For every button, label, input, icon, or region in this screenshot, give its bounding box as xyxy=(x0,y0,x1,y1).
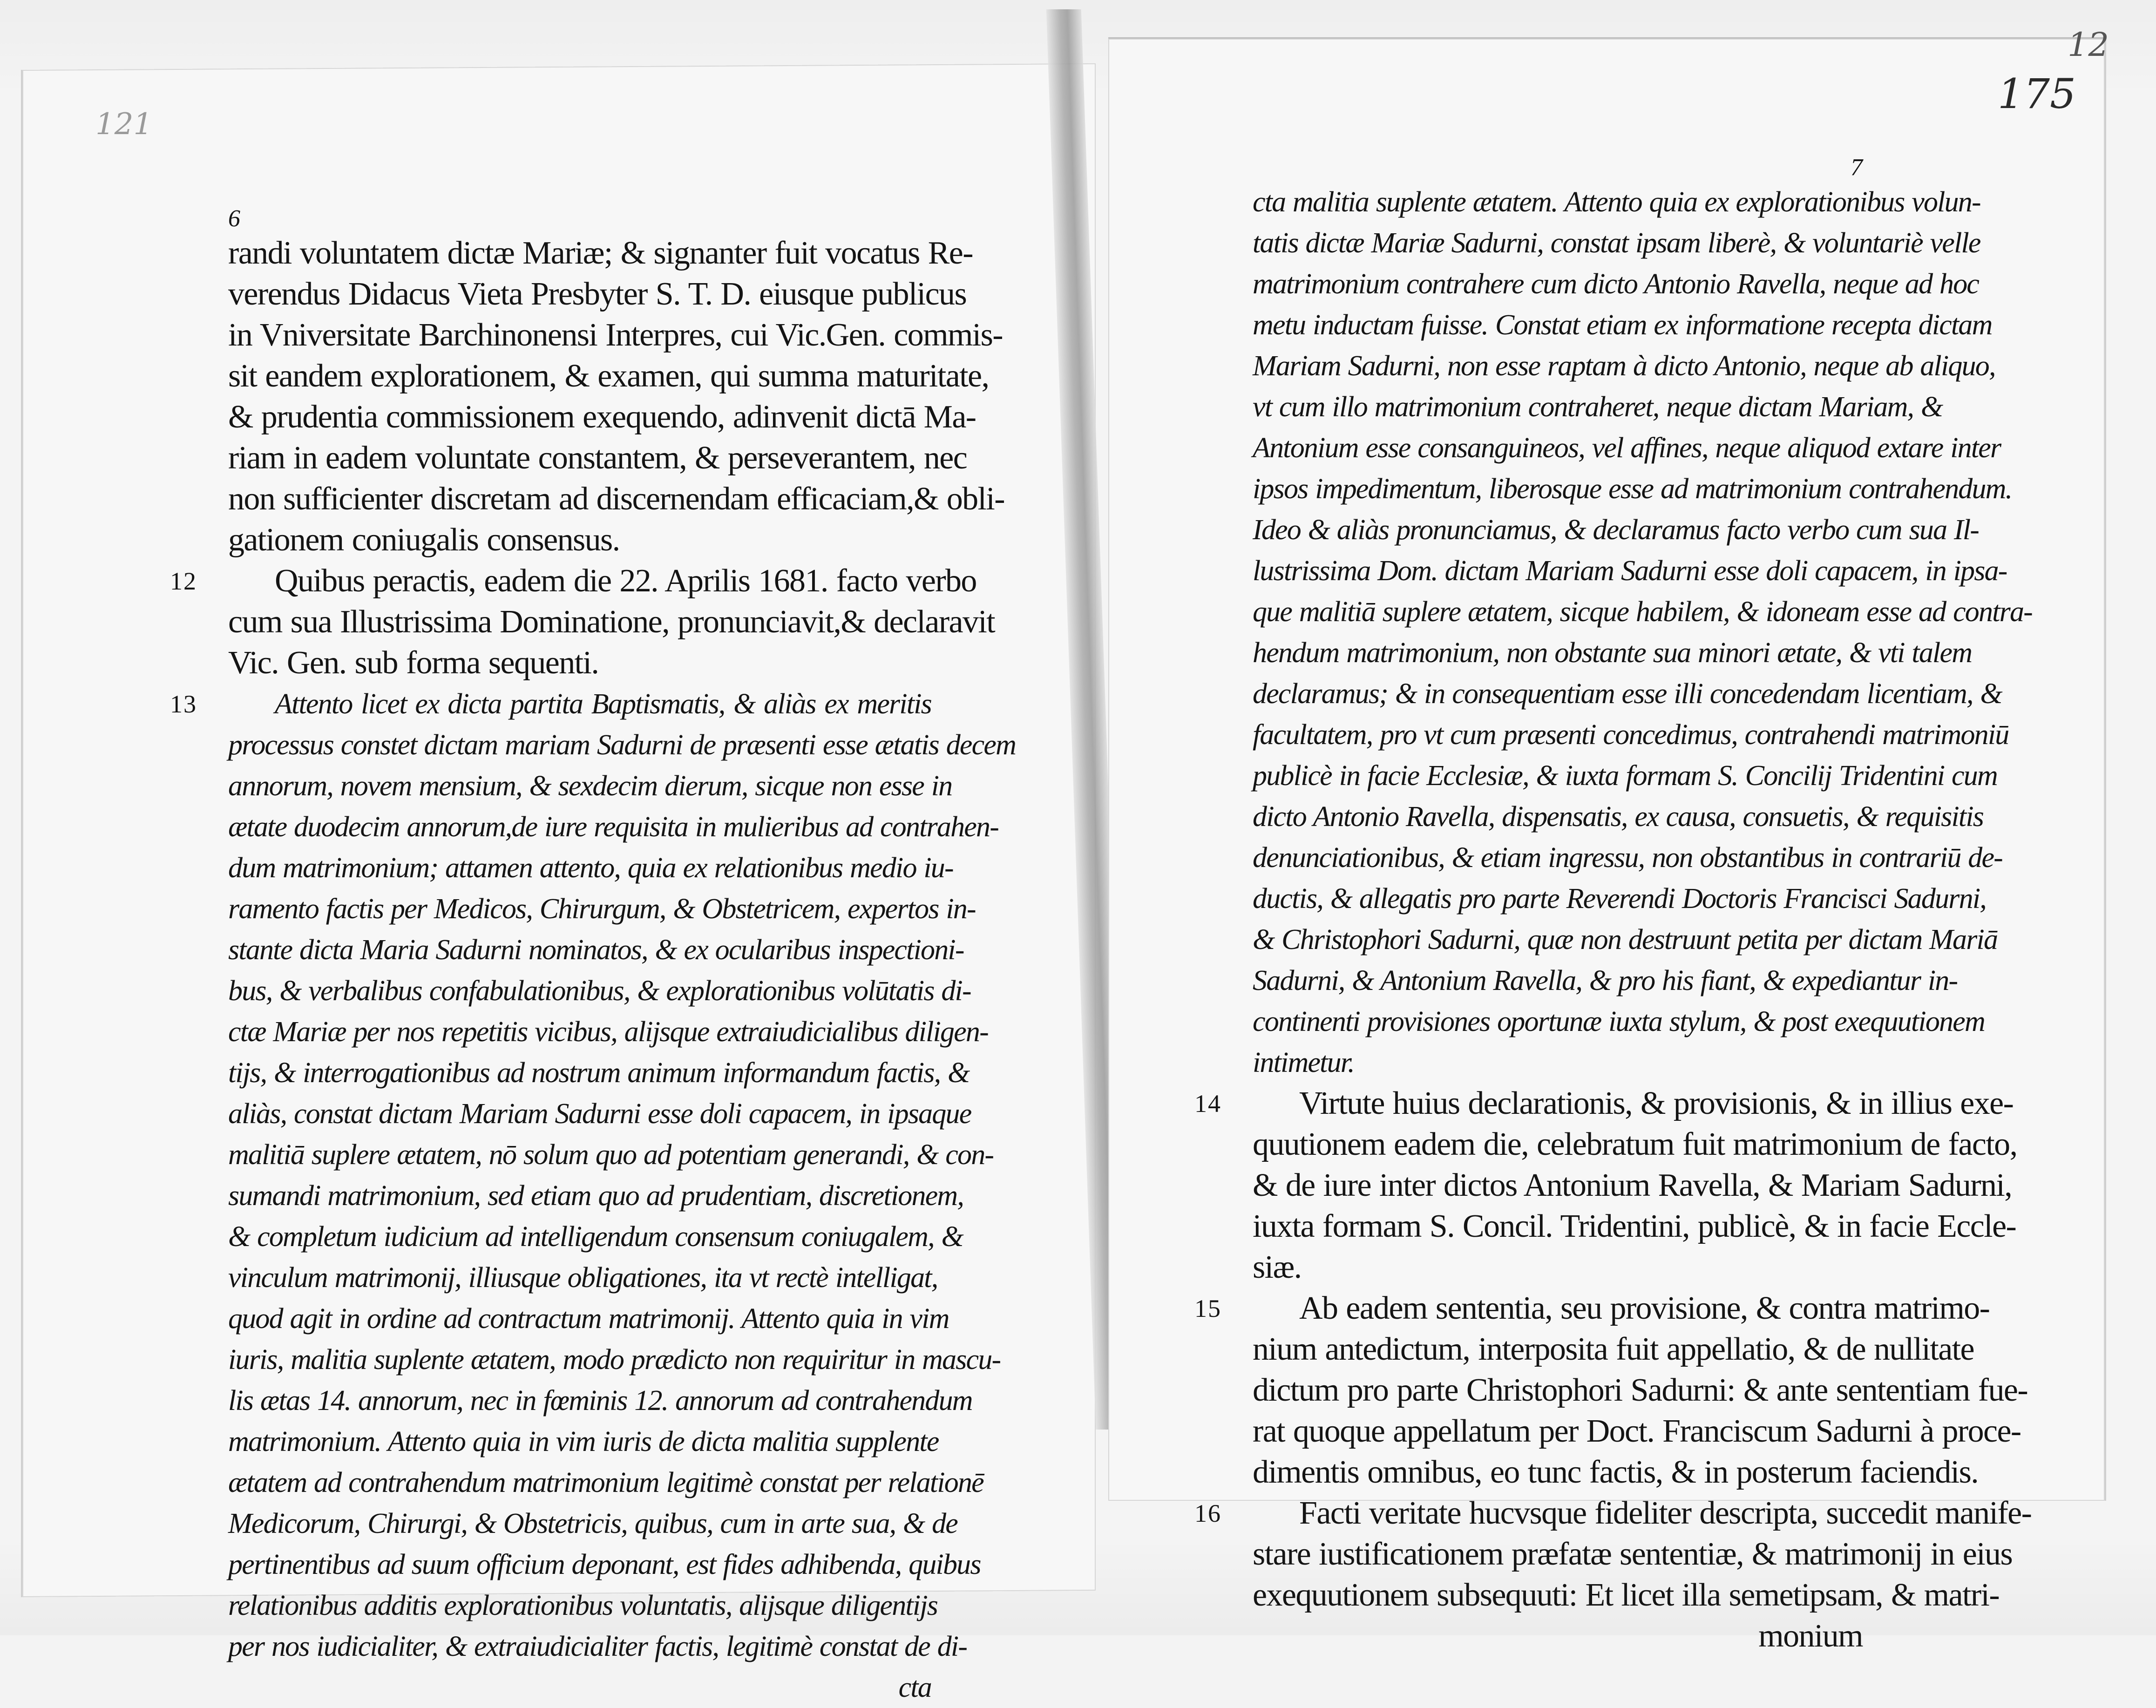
text-line xyxy=(228,397,976,438)
text-line-content: siæ. xyxy=(1253,1249,1302,1285)
text-line-content: tijs, & interrogationibus ad nostrum animum informandum factis, & xyxy=(228,1057,970,1089)
text-line xyxy=(1253,1001,1985,1042)
right-page-number: 7 xyxy=(1851,154,1863,181)
text-line-content: publicè in facie Ecclesiæ, & iuxta formam S. Concilij Tridentini cum xyxy=(1253,760,1997,792)
text-line-content: Mariam Sadurni, non esse raptam à dicto Antonio, neque ab aliquo, xyxy=(1253,350,1995,382)
paragraph xyxy=(170,684,1016,1667)
text-line xyxy=(228,1298,949,1339)
paragraph xyxy=(1253,182,2033,1083)
text-line-content: nium antedictum, interposita fuit appellatio, & de nullitate xyxy=(1253,1331,1974,1367)
text-line-content: & prudentia commissionem exequendo, adinvenit dictā Ma- xyxy=(228,399,976,435)
text-line xyxy=(1253,468,2012,509)
text-line-content: cta malitia suplente ætatem. Attento quia ex explorationibus volun- xyxy=(1253,186,1980,218)
text-line-content: Vic. Gen. sub forma sequenti. xyxy=(228,645,599,681)
text-line xyxy=(1253,1329,1974,1370)
paragraph-number: 13 xyxy=(170,690,197,718)
text-line-content: ramento factis per Medicos, Chirurgum, & Obstetricem, expertos in- xyxy=(228,893,976,925)
paragraph xyxy=(1194,1288,2028,1493)
text-line xyxy=(1253,1575,2000,1616)
text-line xyxy=(1194,1493,2032,1534)
text-line xyxy=(1253,305,1992,346)
text-line xyxy=(228,725,1016,766)
text-line-content: vt cum illo matrimonium contraheret, neque dictam Mariam, & xyxy=(1253,391,1943,423)
text-line-content: continenti provisiones oportunæ iuxta stylum, & post exequutionem xyxy=(1253,1006,1985,1037)
text-line-content: Ideo & aliàs pronunciamus, & declaramus facto verbo cum sua Il- xyxy=(1253,514,1979,546)
text-line xyxy=(228,356,989,397)
text-line-content: Ab eadem sententia, seu provisione, & contra matrimo- xyxy=(1299,1290,1990,1326)
text-line xyxy=(1253,796,1984,837)
text-line xyxy=(1253,837,2003,878)
folio-number: 175 xyxy=(1998,70,2076,118)
text-line xyxy=(1253,427,2001,468)
right-text-block xyxy=(1194,154,2033,1657)
paragraph-number: 14 xyxy=(1194,1090,1221,1118)
text-line-content: bus, & verbalibus confabulationibus, & explorationibus volūtatis di- xyxy=(228,975,971,1007)
text-line xyxy=(170,561,976,602)
text-line-content: ipsos impedimentum, liberosque esse ad matrimonium contrahendum. xyxy=(1253,473,2012,505)
text-line xyxy=(1253,1124,2017,1165)
text-line xyxy=(1253,1042,1863,1083)
left-page-body xyxy=(170,233,1016,1708)
text-line-content: vinculum matrimonij, illiusque obligationes, ita vt rectè intelligat, xyxy=(228,1262,938,1294)
text-line-content: dimentis omnibus, eo tunc factis, & in posterum faciendis. xyxy=(1253,1454,1979,1490)
text-line xyxy=(1253,509,1979,550)
text-line-content: quutionem eadem die, celebratum fuit matrimonium de facto, xyxy=(1253,1126,2017,1162)
text-line-content: ætatem ad contrahendum matrimonium legitimè constat per relationē xyxy=(228,1467,983,1498)
text-line xyxy=(228,1134,994,1175)
text-line-content: dum matrimonium; attamen attento, quia ex relationibus medio iu- xyxy=(228,852,953,884)
text-line-content: pertinentibus ad suum officium deponant, est fides adhibenda, quibus xyxy=(228,1549,981,1580)
text-line-content: verendus Didacus Vieta Presbyter S. T. D. eiusque publicus xyxy=(228,276,967,312)
text-line xyxy=(1253,1411,2021,1452)
text-line-content: randi voluntatem dictæ Mariæ; & signanter fuit vocatus Re- xyxy=(228,235,973,271)
text-line-content: ætate duodecim annorum,de iure requisita in mulieribus ad contrahen- xyxy=(228,811,999,843)
right-corner-mark: 12 xyxy=(2068,26,2109,64)
text-line xyxy=(228,1216,963,1257)
catchword: monium xyxy=(1758,1618,1863,1654)
paragraph xyxy=(1194,1493,2032,1616)
left-text-block xyxy=(170,205,1016,1708)
text-line xyxy=(228,1011,988,1052)
text-line xyxy=(228,1503,958,1544)
text-line xyxy=(228,643,931,684)
text-line xyxy=(228,1257,938,1298)
paragraph-number: 15 xyxy=(1194,1295,1221,1322)
text-line-content: Antonium esse consanguineos, vel affines, neque aliquod extare inter xyxy=(1253,432,2001,464)
text-line xyxy=(228,520,931,561)
text-line-content: non sufficienter discretam ad discernendam efficaciam,& obli- xyxy=(228,481,1004,517)
text-line-content: Facti veritate hucvsque fideliter descripta, succedit manife- xyxy=(1299,1495,2032,1531)
text-line xyxy=(1253,632,1972,673)
text-line-content: matrimonium contrahere cum dicto Antonio Ravella, neque ad hoc xyxy=(1253,268,1979,300)
right-page-body xyxy=(1194,182,2033,1657)
text-line xyxy=(1253,1247,1863,1288)
text-line-content: quod agit in ordine ad contractum matrimonij. Attento quia in vim xyxy=(228,1303,949,1335)
text-line xyxy=(228,479,1004,520)
text-line xyxy=(228,1544,981,1585)
text-line-content: hendum matrimonium, non obstante sua minori ætate, & vti talem xyxy=(1253,637,1972,669)
text-line-content: & Christophori Sadurni, quæ non destruunt petita per dictam Mariā xyxy=(1253,924,1998,956)
text-line-content: ctæ Mariæ per nos repetitis vicibus, alijsque extraiudicialibus diligen- xyxy=(228,1016,988,1048)
text-line-content: & de iure inter dictos Antonium Ravella, & Mariam Sadurni, xyxy=(1253,1167,2012,1203)
text-line xyxy=(228,233,973,274)
text-line xyxy=(228,1175,964,1216)
text-line xyxy=(1253,1452,1979,1493)
left-corner-mark: 121 xyxy=(95,107,153,142)
text-line xyxy=(228,438,967,479)
text-line xyxy=(1253,550,2007,591)
text-line xyxy=(228,929,964,970)
text-line xyxy=(170,684,931,725)
text-line xyxy=(228,1052,970,1093)
text-line xyxy=(1253,878,1986,919)
text-line xyxy=(1253,346,1995,386)
text-line-content: matrimonium. Attento quia in vim iuris de dicta malitia supplente xyxy=(228,1426,939,1457)
text-line xyxy=(228,602,995,643)
text-line-content: rat quoque appellatum per Doct. Franciscum Sadurni à proce- xyxy=(1253,1413,2021,1449)
text-line-content: intimetur. xyxy=(1253,1047,1354,1078)
text-line-content: Attento licet ex dicta partita Baptismatis, & aliàs ex meritis xyxy=(275,688,931,720)
catchword: cta xyxy=(898,1672,931,1703)
paragraph-number: 16 xyxy=(1194,1499,1221,1527)
text-line xyxy=(1253,591,2033,632)
text-line xyxy=(1253,919,1998,960)
text-line-content: dicto Antonio Ravella, dispensatis, ex causa, consuetis, & requisitis xyxy=(1253,801,1984,833)
text-line-content: lis ætas 14. annorum, nec in fœminis 12. annorum ad contrahendum xyxy=(228,1385,972,1417)
text-line xyxy=(228,1585,938,1626)
text-line-content: stante dicta Maria Sadurni nominatos, & ex ocularibus inspectioni- xyxy=(228,934,964,966)
text-line xyxy=(1253,1534,2013,1575)
text-line-content: dictum pro parte Christophori Sadurni: & ante sententiam fue- xyxy=(1253,1372,2028,1408)
text-line xyxy=(228,847,953,888)
text-line-content: sit eandem explorationem, & examen, qui summa maturitate, xyxy=(228,358,989,394)
text-line-content: tatis dictæ Mariæ Sadurni, constat ipsam liberè, & voluntariè velle xyxy=(1253,227,1980,259)
text-line-content: iuxta formam S. Concil. Tridentini, publicè, & in facie Eccle- xyxy=(1253,1208,2016,1244)
text-line xyxy=(1253,386,1943,427)
paragraph xyxy=(1194,1083,2017,1288)
text-line xyxy=(1253,714,2009,755)
paragraph xyxy=(228,233,1004,561)
text-line-content: processus constet dictam mariam Sadurni de præsenti esse ætatis decem xyxy=(228,729,1016,761)
text-line-content: que malitiā suplere ætatem, sicque habilem, & idoneam esse ad contra- xyxy=(1253,596,2033,628)
text-line xyxy=(1253,182,1980,223)
text-line xyxy=(1253,1206,2016,1247)
text-line xyxy=(228,1339,1001,1380)
text-line-content: iuris, malitia suplente ætatem, modo prædicto non requiritur in mascu- xyxy=(228,1344,1001,1376)
text-line xyxy=(1253,1165,2012,1206)
text-line xyxy=(228,274,967,315)
text-line-content: malitiā suplere ætatem, nō solum quo ad potentiam generandi, & con- xyxy=(228,1139,994,1171)
text-line xyxy=(1253,1370,2028,1411)
text-line-content: declaramus; & in consequentiam esse illi concedendam licentiam, & xyxy=(1253,678,2002,710)
text-line-content: relationibus additis explorationibus voluntatis, alijsque diligentijs xyxy=(228,1590,938,1621)
text-line-content: sumandi matrimonium, sed etiam quo ad prudentiam, discretionem, xyxy=(228,1180,964,1212)
text-line xyxy=(228,1093,971,1134)
text-line-content: in Vniversitate Barchinonensi Interpres, cui Vic.Gen. commis- xyxy=(228,317,1003,353)
text-line-content: per nos iudicialiter, & extraiudicialiter factis, legitimè constat de di- xyxy=(228,1631,967,1662)
text-line xyxy=(228,315,1003,356)
text-line-content: metu inductam fuisse. Constat etiam ex informatione recepta dictam xyxy=(1253,309,1992,341)
text-line-content: Medicorum, Chirurgi, & Obstetricis, quibus, cum in arte sua, & de xyxy=(228,1508,958,1539)
text-line-content: ductis, & allegatis pro parte Reverendi Doctoris Francisci Sadurni, xyxy=(1253,883,1986,915)
text-line xyxy=(1253,960,1958,1001)
text-line xyxy=(228,1380,972,1421)
text-line xyxy=(228,1626,967,1667)
text-line xyxy=(1194,1083,2014,1124)
text-line-content: lustrissima Dom. dictam Mariam Sadurni esse doli capacem, in ipsa- xyxy=(1253,555,2007,587)
text-line xyxy=(1253,673,2002,714)
left-page-number: 6 xyxy=(228,205,240,232)
text-line xyxy=(228,888,976,929)
text-line-content: Quibus peractis, eadem die 22. Aprilis 1681. facto verbo xyxy=(275,563,976,599)
text-line-content: denunciationibus, & etiam ingressu, non obstantibus in contrariū de- xyxy=(1253,842,2003,874)
text-line xyxy=(228,807,999,847)
text-line xyxy=(1194,1288,1990,1329)
text-line-content: Virtute huius declarationis, & provisionis, & in illius exe- xyxy=(1299,1085,2014,1121)
text-line-content: cum sua Illustrissima Dominatione, pronunciavit,& declaravit xyxy=(228,604,995,640)
text-line xyxy=(1253,264,1979,305)
text-line-content: exequutionem subsequuti: Et licet illa semetipsam, & matri- xyxy=(1253,1577,2000,1613)
text-line xyxy=(228,766,952,807)
text-line xyxy=(1253,755,1997,796)
paragraph-number: 12 xyxy=(170,567,197,595)
text-line xyxy=(228,1462,983,1503)
text-line xyxy=(228,1421,939,1462)
text-line-content: Sadurni, & Antonium Ravella, & pro his fiant, & expediantur in- xyxy=(1253,965,1958,996)
text-line xyxy=(1253,223,1980,264)
text-line-content: stare iustificationem præfatæ sententiæ, & matrimonij in eius xyxy=(1253,1536,2013,1572)
text-line-content: aliàs, constat dictam Mariam Sadurni esse doli capacem, in ipsaque xyxy=(228,1098,971,1130)
text-line-content: facultatem, pro vt cum præsenti concedimus, contrahendi matrimoniū xyxy=(1253,719,2009,751)
text-line-content: & completum iudicium ad intelligendum consensum coniugalem, & xyxy=(228,1221,963,1253)
text-line-content: gationem coniugalis consensus. xyxy=(228,522,620,558)
text-line xyxy=(228,970,971,1011)
text-line-content: riam in eadem voluntate constantem, & perseverantem, nec xyxy=(228,440,967,476)
text-line-content: annorum, novem mensium, & sexdecim dierum, sicque non esse in xyxy=(228,770,952,802)
paragraph xyxy=(170,561,995,684)
